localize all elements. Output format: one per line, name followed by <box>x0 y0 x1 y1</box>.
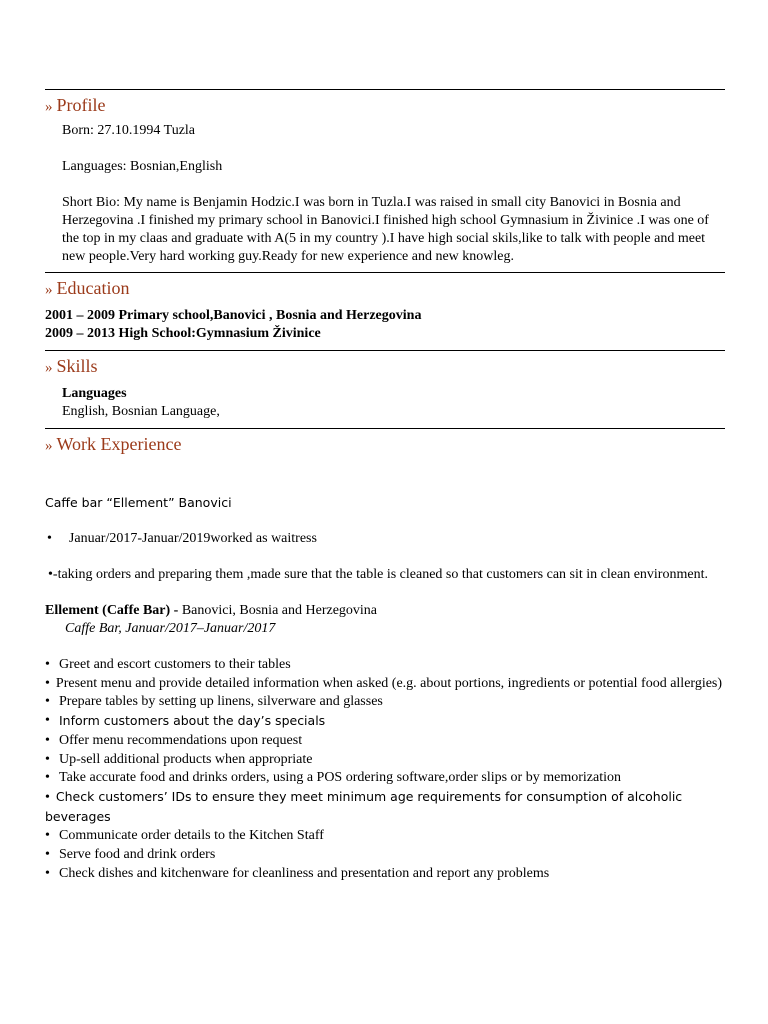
list-item: • Take accurate food and drinks orders, using a POS ordering software,order slips or by memorization <box>45 769 725 788</box>
education-heading: » Education <box>45 278 130 298</box>
bullet-icon: • <box>47 531 52 546</box>
employer-line: Ellement (Caffe Bar) - Banovici, Bosnia and Herzegovina <box>45 603 378 618</box>
bullet-icon: • <box>45 789 50 805</box>
bullet-icon: • <box>45 732 50 748</box>
workplace-1: Caffe bar “Ellement” Banovici <box>45 495 232 510</box>
list-item: • Check customers’ IDs to ensure they meet minimum age requirements for consumption of alcoholic beverages <box>45 788 683 824</box>
bullet-icon: • <box>45 770 50 786</box>
work-heading: » Work Experience <box>45 434 182 454</box>
list-item: • Prepare tables by setting up linens, silverware and glasses <box>45 693 725 712</box>
section-divider <box>45 89 725 90</box>
work-period-1: • Januar/2017-Januar/2019worked as waitress <box>47 531 317 546</box>
bullet-icon: • <box>45 694 50 710</box>
chevron-icon: » <box>45 438 53 454</box>
role-period: Caffe Bar, Januar/2017–Januar/2017 <box>65 621 276 636</box>
bullet-icon: • <box>45 713 50 729</box>
chevron-icon: » <box>45 360 53 376</box>
skills-languages-heading: Languages <box>62 386 127 401</box>
section-divider <box>45 272 725 273</box>
section-divider <box>45 428 725 429</box>
duties-list <box>45 656 725 883</box>
education-item: 2009 – 2013 High School:Gymnasium Živinice <box>45 326 321 341</box>
list-item: • Greet and escort customers to their tables <box>45 656 725 675</box>
profile-heading: » Profile <box>45 95 106 115</box>
bullet-icon: • <box>45 657 50 672</box>
resume-page <box>45 89 725 883</box>
languages-text: Languages: Bosnian,English <box>62 159 223 174</box>
list-item: • Serve food and drink orders <box>45 846 725 865</box>
list-item: • Inform customers about the day’s specials <box>45 712 725 732</box>
bullet-icon: • <box>45 751 50 767</box>
bullet-icon: • <box>45 865 50 881</box>
section-divider <box>45 350 725 351</box>
born-text: Born: 27.10.1994 Tuzla <box>62 123 196 138</box>
bullet-icon: • <box>45 847 50 863</box>
bullet-icon: • <box>45 828 50 844</box>
education-item: 2001 – 2009 Primary school,Banovici , Bosnia and Herzegovina <box>45 308 422 323</box>
list-item: • Check dishes and kitchenware for cleanliness and presentation and report any problems <box>45 865 725 884</box>
list-item: • Up-sell additional products when appropriate <box>45 751 725 770</box>
bullet-icon: • <box>45 675 50 691</box>
short-bio: Short Bio: My name is Benjamin Hodzic.I was born in Tuzla.I was raised in small city Banovici in Bosnia and Herzegovina .I finished my primary school in Banovici.I finished high school Gymnasium in Živinice .I was one of the top in my claas and graduate with A(5 in my country ).I have high social skils,like to talk with people and meet new people.Very hard working guy.Ready for new experience and new knowleg. <box>62 195 709 264</box>
list-item: • Offer menu recommendations upon request <box>45 732 725 751</box>
work-duties-1: •-taking orders and preparing them ,made sure that the table is cleaned so that customers can sit in clean environment. <box>48 567 708 582</box>
skills-heading: » Skills <box>45 356 98 376</box>
skills-languages-value: English, Bosnian Language, <box>62 404 220 419</box>
chevron-icon: » <box>45 99 53 115</box>
chevron-icon: » <box>45 282 53 298</box>
list-item: • Present menu and provide detailed information when asked (e.g. about portions, ingredients or potential food allergies) <box>45 675 723 691</box>
bullet-icon: • <box>48 567 53 582</box>
list-item: • Communicate order details to the Kitchen Staff <box>45 827 725 846</box>
